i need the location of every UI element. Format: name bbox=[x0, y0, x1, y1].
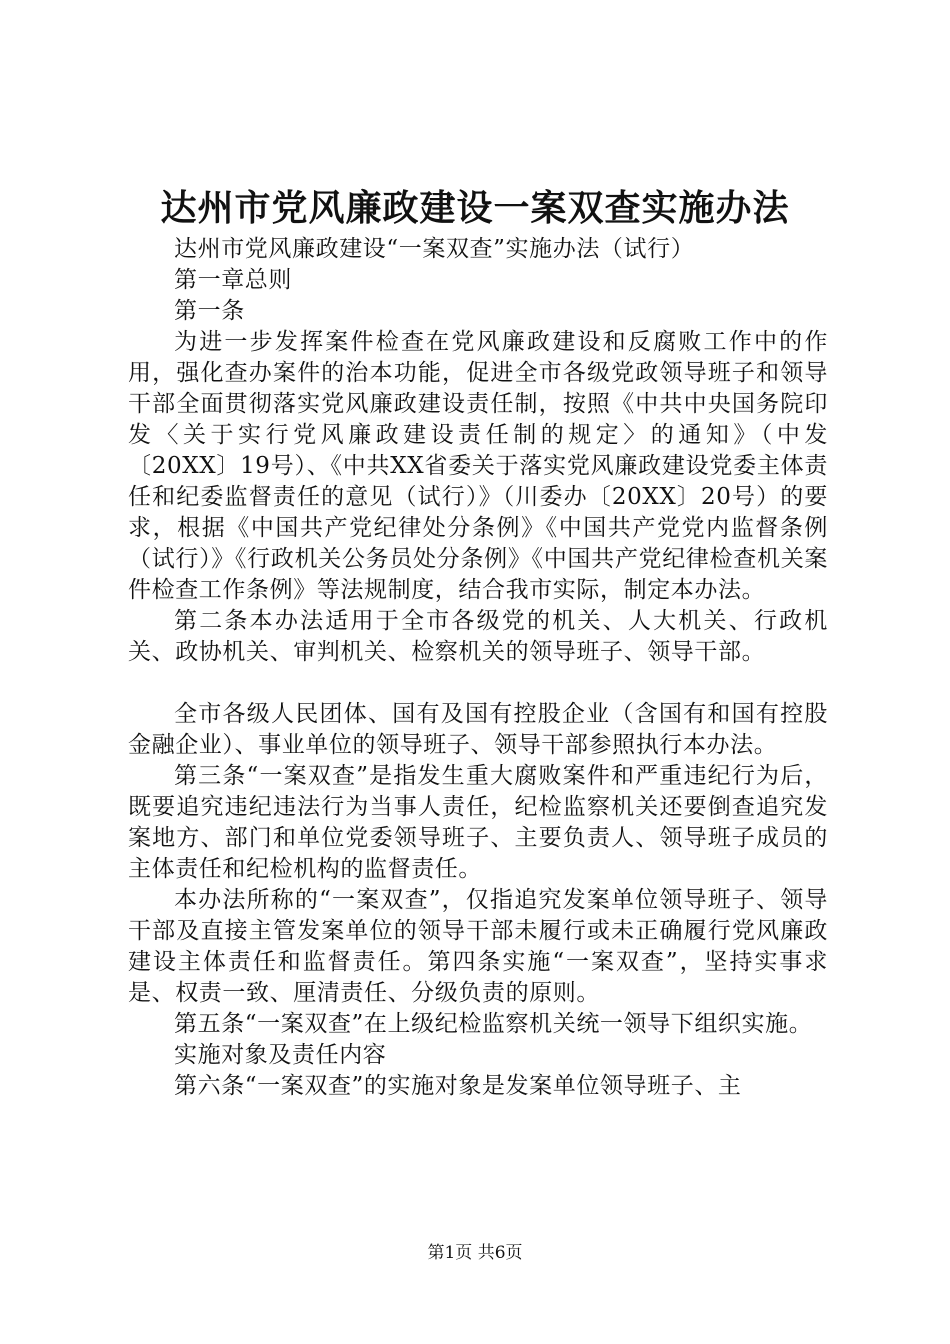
body-paragraph: 第六条“一案双查”的实施对象是发案单位领导班子、主 bbox=[174, 1073, 742, 1099]
chapter-heading: 第一章总则 bbox=[174, 267, 292, 293]
page-footer: 第1页 共6页 bbox=[427, 1243, 523, 1263]
body-paragraph: 第三条“一案双查”是指发生重大腐败案件和严重违纪行为后，既要追究违纪违法行为当事人责任，纪检监察机关还要倒查追究发案地方、部门和单位党委领导班子、主要负责人、领导班子成员的主体责任和纪检机构的监督责任。 bbox=[128, 763, 828, 882]
subtitle-paragraph: 达州市党风廉政建设“一案双查”实施办法（试行） bbox=[174, 236, 695, 262]
document-body bbox=[128, 234, 828, 1102]
document-title: 达州市党风廉政建设一案双查实施办法 bbox=[160, 187, 790, 229]
paragraph-spacer bbox=[128, 668, 828, 699]
section-heading: 实施对象及责任内容 bbox=[174, 1042, 387, 1068]
body-paragraph: 全市各级人民团体、国有及国有控股企业（含国有和国有控股金融企业）、事业单位的领导班子、领导干部参照执行本办法。 bbox=[128, 701, 828, 758]
body-paragraph: 为进一步发挥案件检查在党风廉政建设和反腐败工作中的作用，强化查办案件的治本功能，促进全市各级党政领导班子和领导干部全面贯彻落实党风廉政建设责任制，按照《中共中央国务院印发〈关于实行党风廉政建设责任制的规定〉的通知》（中发〔20XX〕19号）、《中共XX省委关于落实党风廉政建设党委主体责任和纪委监督责任的意见（试行）》（川委办〔20XX〕20号）的要求，根据《中国共产党纪律处分条例》《中国共产党党内监督条例（试行）》《行政机关公务员处分条例》《中国共产党纪律检查机关案件检查工作条例》等法规制度，结合我市实际，制定本办法。 bbox=[128, 329, 828, 603]
body-paragraph: 本办法所称的“一案双查”，仅指追究发案单位领导班子、领导干部及直接主管发案单位的领导干部未履行或未正确履行党风廉政建设主体责任和监督责任。第四条实施“一案双查”，坚持实事求是、权责一致、厘清责任、分级负责的原则。 bbox=[128, 887, 828, 1006]
article-heading: 第一条 bbox=[174, 298, 245, 324]
body-paragraph: 第二条本办法适用于全市各级党的机关、人大机关、行政机关、政协机关、审判机关、检察机关的领导班子、领导干部。 bbox=[128, 608, 828, 665]
body-paragraph: 第五条“一案双查”在上级纪检监察机关统一领导下组织实施。 bbox=[174, 1011, 813, 1037]
